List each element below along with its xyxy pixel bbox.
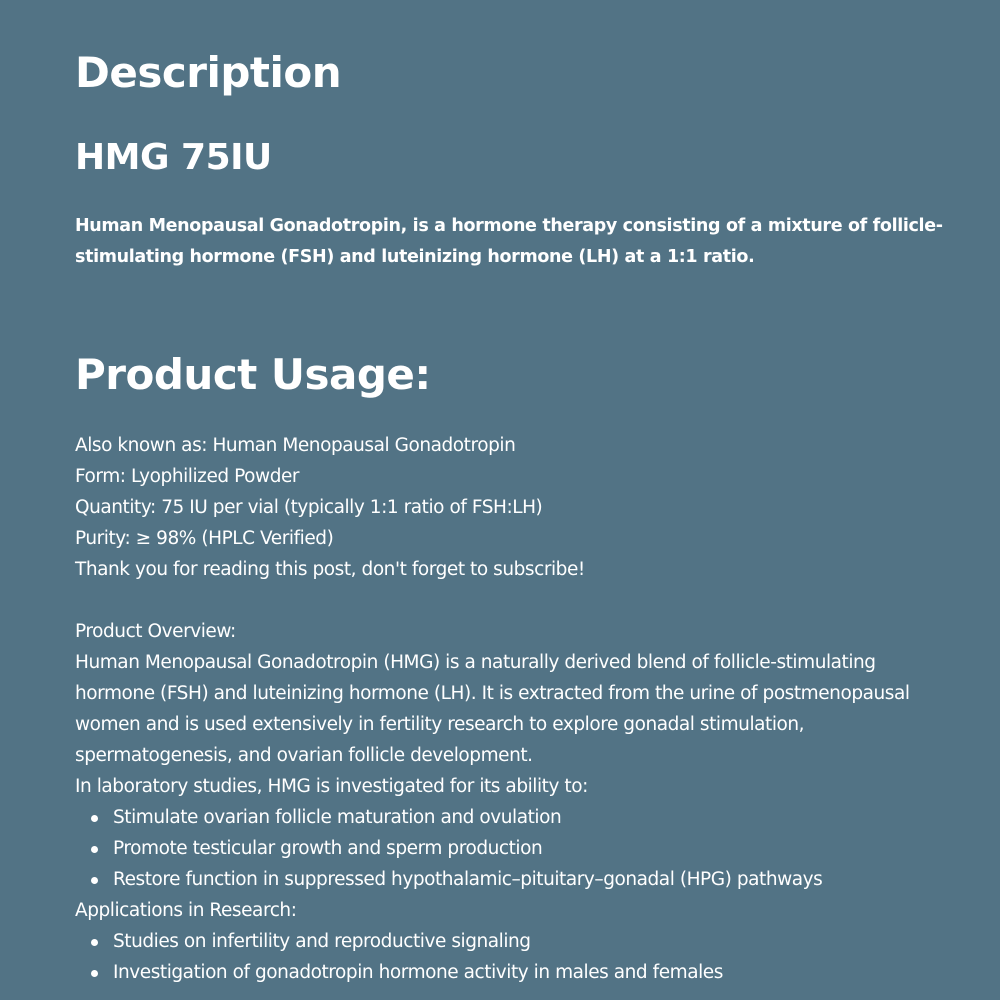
description-heading: Description: [75, 48, 342, 97]
lab-studies-intro: In laboratory studies, HMG is investigated for its ability to:: [75, 776, 588, 797]
bullet-dot-icon: [91, 877, 98, 884]
overview-heading: Product Overview:: [75, 621, 236, 642]
spec-also-known-as: Also known as: Human Menopausal Gonadotropin: [75, 435, 516, 456]
product-intro-text: Human Menopausal Gonadotropin, is a hormone therapy consisting of a mixture of follicle-stimulating hormone (FSH) and luteinizing hormone (LH) at a 1:1 ratio.: [75, 216, 943, 267]
list-item: [75, 957, 955, 988]
product-usage-body: [75, 430, 955, 988]
list-item-text: Studies on infertility and reproductive signaling: [113, 931, 531, 952]
list-item-text: Stimulate ovarian follicle maturation and ovulation: [113, 807, 562, 828]
list-item: [75, 833, 955, 864]
list-item-text: Investigation of gonadotropin hormone activity in males and females: [113, 962, 723, 983]
list-item: [75, 864, 955, 895]
bullet-dot-icon: [91, 939, 98, 946]
spec-purity: Purity: ≥ 98% (HPLC Verified): [75, 528, 334, 549]
applications-heading: Applications in Research:: [75, 900, 297, 921]
list-item-text: Restore function in suppressed hypothalamic–pituitary–gonadal (HPG) pathways: [113, 869, 823, 890]
product-name-heading: HMG 75IU: [75, 137, 272, 178]
bullet-dot-icon: [91, 846, 98, 853]
spec-quantity: Quantity: 75 IU per vial (typically 1:1 ratio of FSH:LH): [75, 497, 543, 518]
product-usage-heading: Product Usage:: [75, 350, 431, 399]
applications-list: [75, 926, 955, 988]
section-spacer: [75, 585, 955, 616]
subscribe-note: Thank you for reading this post, don't forget to subscribe!: [75, 559, 585, 580]
bullet-dot-icon: [91, 815, 98, 822]
list-item-text: Promote testicular growth and sperm production: [113, 838, 543, 859]
spec-form: Form: Lyophilized Powder: [75, 466, 300, 487]
list-item: [75, 926, 955, 957]
lab-studies-list: [75, 802, 955, 895]
overview-paragraph: Human Menopausal Gonadotropin (HMG) is a naturally derived blend of follicle-stimulating hormone (FSH) and luteinizing hormone (LH). It is extracted from the urine of postmenopausal women and is used extensively in fertility research to explore gonadal stimulation, spermatogenesis, and ovarian follicle development.: [75, 652, 910, 766]
list-item: [75, 802, 955, 833]
bullet-dot-icon: [91, 970, 98, 977]
